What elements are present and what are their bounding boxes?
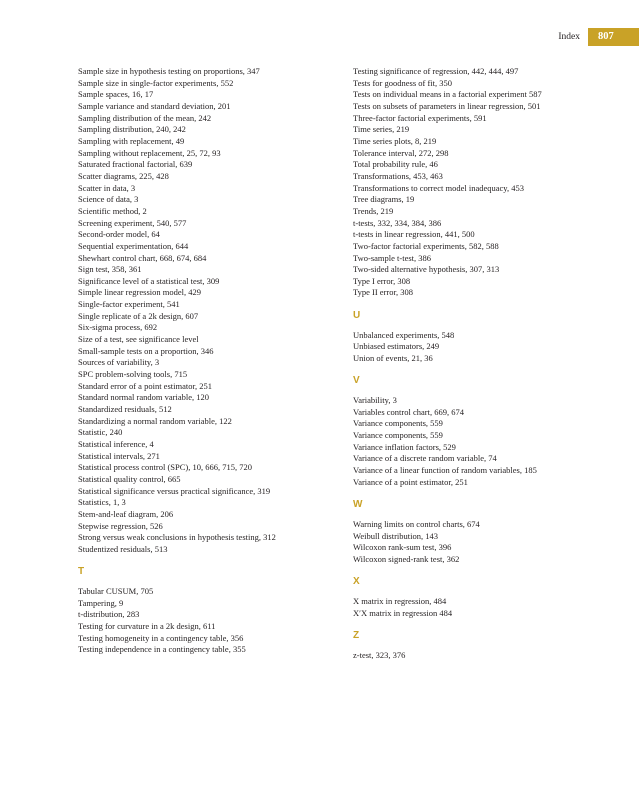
index-entry: Union of events, 21, 36 [353,352,433,363]
index-section-heading: V [353,375,360,387]
index-entry: Tests on individual means in a factorial experiment 587 [353,89,542,100]
index-entry: Two-sample t-test, 386 [353,252,432,263]
index-entry: Transformations to correct model inadequacy, 453 [353,182,524,193]
index-entry: Tabular CUSUM, 705 [78,586,154,597]
index-section-heading: Z [353,629,360,641]
index-entry: Simple linear regression model, 429 [78,287,201,298]
index-entry: Strong versus weak conclusions in hypothesis testing, 312 [78,532,276,543]
index-entry: t-tests, 332, 334, 384, 386 [353,217,442,228]
index-entry: Scatter diagrams, 225, 428 [78,170,169,181]
index-entry: Tests on subsets of parameters in linear regression, 501 [353,100,541,111]
index-entry: Stepwise regression, 526 [78,520,163,531]
index-entry: Sequential experimentation, 644 [78,240,189,251]
running-header-label: Index [558,32,580,42]
index-entry: Second-order model, 64 [78,229,160,240]
index-section-heading: X [353,575,360,587]
index-entry: Wilcoxon signed-rank test, 362 [353,553,460,564]
index-entry: Sample size in hypothesis testing on proportions, 347 [78,66,260,76]
index-entry: Three-factor factorial experiments, 591 [353,112,487,123]
index-entry: Statistical process control (SPC), 10, 666, 715, 720 [78,462,253,473]
index-entry: Six-sigma process, 692 [78,322,158,333]
index-entry: Single replicate of a 2k design, 607 [78,310,199,321]
index-entry: Science of data, 3 [78,194,139,205]
index-entry: Variance of a point estimator, 251 [353,476,468,487]
index-entry: Shewhart control chart, 668, 674, 684 [78,252,207,263]
index-entry: z-test, 323, 376 [353,649,406,660]
index-entry: Variability, 3 [353,395,397,406]
index-entry: Time series plots, 8, 219 [353,135,437,146]
index-entry: Sampling with replacement, 49 [78,135,185,146]
index-entry: Tests for goodness of fit, 350 [353,77,453,88]
index-entry: Type II error, 308 [353,287,413,298]
index-entry: Small-sample tests on a proportion, 346 [78,345,214,356]
index-entry: Standardizing a normal random variable, 122 [78,415,232,426]
index-entry: Sampling distribution of the mean, 242 [78,112,212,123]
index-entry: Standard normal random variable, 120 [78,392,210,403]
index-entry: Scientific method, 2 [78,205,147,216]
index-entry: Wilcoxon rank-sum test, 396 [353,542,452,553]
index-entry: Significance level of a statistical test, 309 [78,275,220,286]
index-entry: Testing for curvature in a 2k design, 611 [78,621,216,632]
index-entry: Statistical quality control, 665 [78,473,181,484]
index-entry: Weibull distribution, 143 [353,530,439,541]
index-entry: Unbiased estimators, 249 [353,341,440,352]
index-entry: Total probability rule, 46 [353,159,438,170]
index-section-heading: W [353,498,363,510]
index-entry: Sample variance and standard deviation, 201 [78,100,231,111]
index-column-right [353,66,628,661]
index-entry: Tree diagrams, 19 [353,194,415,205]
index-entry: Sample size in single-factor experiments, 552 [78,77,234,88]
page-number-tab: 807 [588,28,639,46]
index-entry: Sample spaces, 16, 17 [78,89,154,100]
index-entry: SPC problem-solving tools, 715 [78,369,188,380]
index-entry: Time series, 219 [353,124,410,135]
index-entry: Warning limits on control charts, 674 [353,518,480,529]
index-entry: Size of a test, see significance level [78,334,199,345]
index-entry: Standard error of a point estimator, 251 [78,380,212,391]
index-entry: Sources of variability, 3 [78,357,160,368]
index-entry: t-tests in linear regression, 441, 500 [353,229,475,240]
index-entry: Stem-and-leaf diagram, 206 [78,508,174,519]
index-entry: Type I error, 308 [353,275,411,286]
index-entry: Testing homogeneity in a contingency table, 356 [78,632,244,643]
index-entry: Single-factor experiment, 541 [78,299,180,310]
index-entry: Variance of a linear function of random variables, 185 [353,465,537,476]
index-entry: Testing independence in a contingency table, 355 [78,644,246,655]
index-entry: Studentized residuals, 513 [78,543,168,554]
index-entry: Testing significance of regression, 442, 444, 497 [353,66,519,76]
index-entry: Sampling without replacement, 25, 72, 93 [78,147,221,158]
index-entry: X′X matrix in regression 484 [353,607,453,618]
index-entry: X matrix in regression, 484 [353,595,447,606]
index-entry: Two-factor factorial experiments, 582, 588 [353,240,499,251]
index-entry: Variance of a discrete random variable, 74 [353,453,497,464]
index-entry: Two-sided alternative hypothesis, 307, 313 [353,264,500,275]
index-entry: Variance components, 559 [353,430,443,441]
index-entry: Statistical inference, 4 [78,439,154,449]
index-entry: Unbalanced experiments, 548 [353,329,455,340]
index-entry: Statistics, 1, 3 [78,497,126,508]
index-entry: Statistic, 240 [78,427,123,438]
index-entry: Variance inflation factors, 529 [353,441,456,452]
index-section-heading: U [353,309,361,321]
index-entry: Standardized residuals, 512 [78,404,172,415]
index-entry: Saturated fractional factorial, 639 [78,159,193,170]
index-entry: Tampering, 9 [78,597,124,608]
index-entry: Sampling distribution, 240, 242 [78,124,186,135]
index-entry: Screening experiment, 540, 577 [78,217,187,228]
index-entry: Statistical significance versus practical significance, 319 [78,485,271,496]
index-section-heading: T [78,566,85,578]
index-entry: Scatter in data, 3 [78,182,136,193]
index-entry: Statistical intervals, 271 [78,450,160,461]
index-entry: t-distribution, 283 [78,609,140,620]
index-entry: Transformations, 453, 463 [353,170,443,181]
index-column-left [78,66,340,656]
index-entry: Variance components, 559 [353,418,443,429]
index-entry: Variables control chart, 669, 674 [353,406,464,417]
index-entry: Sign test, 358, 361 [78,264,142,275]
index-entry: Tolerance interval, 272, 298 [353,147,449,158]
index-entry: Trends, 219 [353,205,394,216]
